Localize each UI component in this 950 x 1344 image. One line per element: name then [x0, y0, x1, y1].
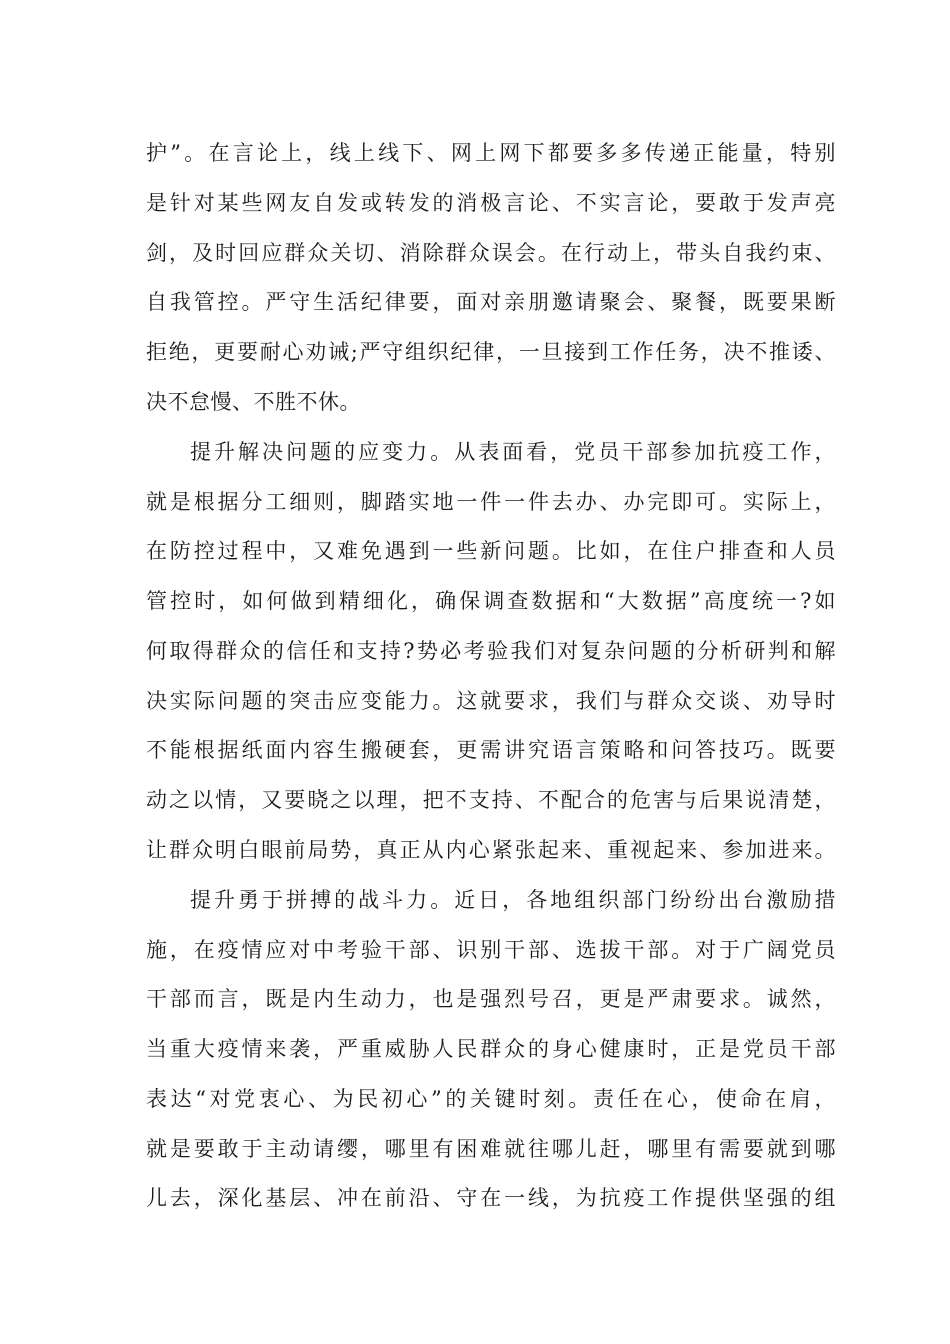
text-line: 就是要敢于主动请缨，哪里有困难就往哪儿赶，哪里有需要就到哪 [146, 1137, 836, 1161]
paragraph-heading-line: 提升勇于拼搏的战斗力。近日，各地组织部门纷纷出台激励措 [190, 888, 836, 912]
text-line: 决实际问题的突击应变能力。这就要求，我们与群众交谈、劝导时 [146, 689, 836, 713]
text-line: 就是根据分工细则，脚踏实地一件一件去办、办完即可。实际上， [146, 490, 836, 514]
text-line: 护”。在言论上，线上线下、网上网下都要多多传递正能量，特别 [146, 141, 836, 165]
text-line: 当重大疫情来袭，严重威胁人民群众的身心健康时，正是党员干部 [146, 1037, 836, 1061]
text-line: 儿去，深化基层、冲在前沿、守在一线，为抗疫工作提供坚强的组 [146, 1186, 836, 1210]
text-line: 自我管控。严守生活纪律要，面对亲朋邀请聚会、聚餐，既要果断 [146, 290, 836, 314]
text-line: 动之以情，又要晓之以理，把不支持、不配合的危害与后果说清楚， [146, 788, 836, 812]
text-line: 表达“对党衷心、为民初心”的关键时刻。责任在心，使命在肩， [146, 1087, 836, 1111]
text-line: 拒绝，更要耐心劝诫;严守组织纪律，一旦接到工作任务，决不推诿、 [146, 340, 836, 364]
text-line: 不能根据纸面内容生搬硬套，更需讲究语言策略和问答技巧。既要 [146, 738, 836, 762]
paragraph-heading-line: 提升解决问题的应变力。从表面看，党员干部参加抗疫工作， [190, 440, 836, 464]
text-line: 施，在疫情应对中考验干部、识别干部、选拔干部。对于广阔党员 [146, 938, 836, 962]
text-line: 在防控过程中，又难免遇到一些新问题。比如，在住户排查和人员 [146, 539, 836, 563]
text-line: 让群众明白眼前局势，真正从内心紧张起来、重视起来、参加进来。 [146, 838, 836, 862]
text-line: 决不怠慢、不胜不休。 [146, 390, 361, 414]
text-line: 干部而言，既是内生动力，也是强烈号召，更是严肃要求。诚然， [146, 987, 836, 1011]
text-line: 是针对某些网友自发或转发的消极言论、不实言论，要敢于发声亮 [146, 191, 836, 215]
text-line: 剑，及时回应群众关切、消除群众误会。在行动上，带头自我约束、 [146, 241, 836, 265]
text-line: 何取得群众的信任和支持?势必考验我们对复杂问题的分析研判和解 [146, 639, 836, 663]
text-line: 管控时，如何做到精细化，确保调查数据和“大数据”高度统一?如 [146, 589, 836, 613]
